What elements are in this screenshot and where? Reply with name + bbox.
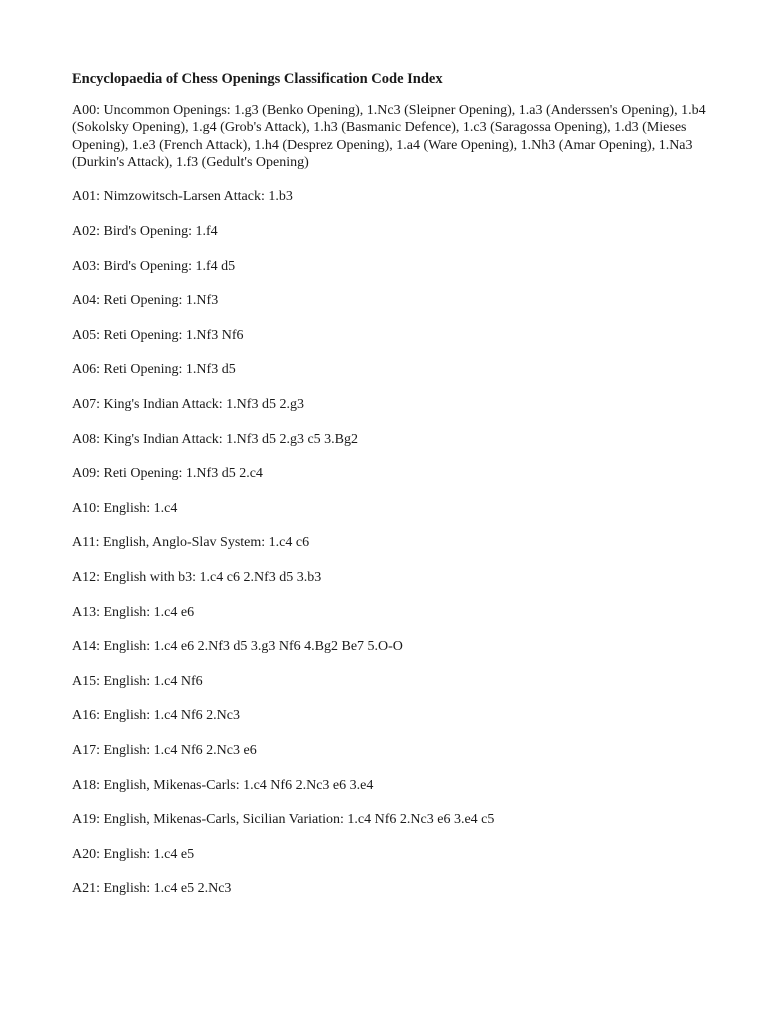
entry-a13: A13: English: 1.c4 e6 xyxy=(72,604,195,620)
entry-a17: A17: English: 1.c4 Nf6 2.Nc3 e6 xyxy=(72,742,257,758)
entry-a16: A16: English: 1.c4 Nf6 2.Nc3 xyxy=(72,708,240,724)
entry-a03: A03: Bird's Opening: 1.f4 d5 xyxy=(72,258,236,274)
entry-a08: A08: King's Indian Attack: 1.Nf3 d5 2.g3 c5 3.Bg2 xyxy=(72,431,358,447)
entry-a19: A19: English, Mikenas-Carls, Sicilian Variation: 1.c4 Nf6 2.Nc3 e6 3.e4 c5 xyxy=(72,812,495,828)
entry-a04: A04: Reti Opening: 1.Nf3 xyxy=(72,293,219,309)
entry-a00: A00: Uncommon Openings: 1.g3 (Benko Opening), 1.Nc3 (Sleipner Opening), 1.a3 (Anderssen's Opening), 1.b4 (Sokolsky Opening), 1.g4 (Grob's Attack), 1.h3 (Basmanic Defence), 1.c3 (Saragossa Opening), 1.d3 (Mieses Opening), 1.e3 (French Attack), 1.h4 (Desprez Opening), 1.a4 (Ware Opening), 1.Nh3 (Amar Opening), 1.Na3 (Durkin's Attack), 1.f3 (Gedult's Opening) xyxy=(72,103,706,170)
entry-a05: A05: Reti Opening: 1.Nf3 Nf6 xyxy=(72,327,244,343)
document-title: Encyclopaedia of Chess Openings Classification Code Index xyxy=(72,71,443,87)
entry-a06: A06: Reti Opening: 1.Nf3 d5 xyxy=(72,362,236,378)
entry-a18: A18: English, Mikenas-Carls: 1.c4 Nf6 2.Nc3 e6 3.e4 xyxy=(72,777,374,793)
document-page xyxy=(72,70,712,915)
entry-a02: A02: Bird's Opening: 1.f4 xyxy=(72,224,218,240)
entry-a07: A07: King's Indian Attack: 1.Nf3 d5 2.g3 xyxy=(72,397,304,413)
entry-a09: A09: Reti Opening: 1.Nf3 d5 2.c4 xyxy=(72,466,263,482)
entry-a11: A11: English, Anglo-Slav System: 1.c4 c6 xyxy=(72,535,310,551)
entry-list xyxy=(72,188,712,897)
entry-a12: A12: English with b3: 1.c4 c6 2.Nf3 d5 3.b3 xyxy=(72,570,322,586)
entry-a20: A20: English: 1.c4 e5 xyxy=(72,846,195,862)
entry-a01: A01: Nimzowitsch-Larsen Attack: 1.b3 xyxy=(72,189,293,205)
entry-a14: A14: English: 1.c4 e6 2.Nf3 d5 3.g3 Nf6 4.Bg2 Be7 5.O-O xyxy=(72,639,403,655)
entry-a15: A15: English: 1.c4 Nf6 xyxy=(72,673,203,689)
entry-a10: A10: English: 1.c4 xyxy=(72,500,178,516)
entry-a21: A21: English: 1.c4 e5 2.Nc3 xyxy=(72,881,232,897)
